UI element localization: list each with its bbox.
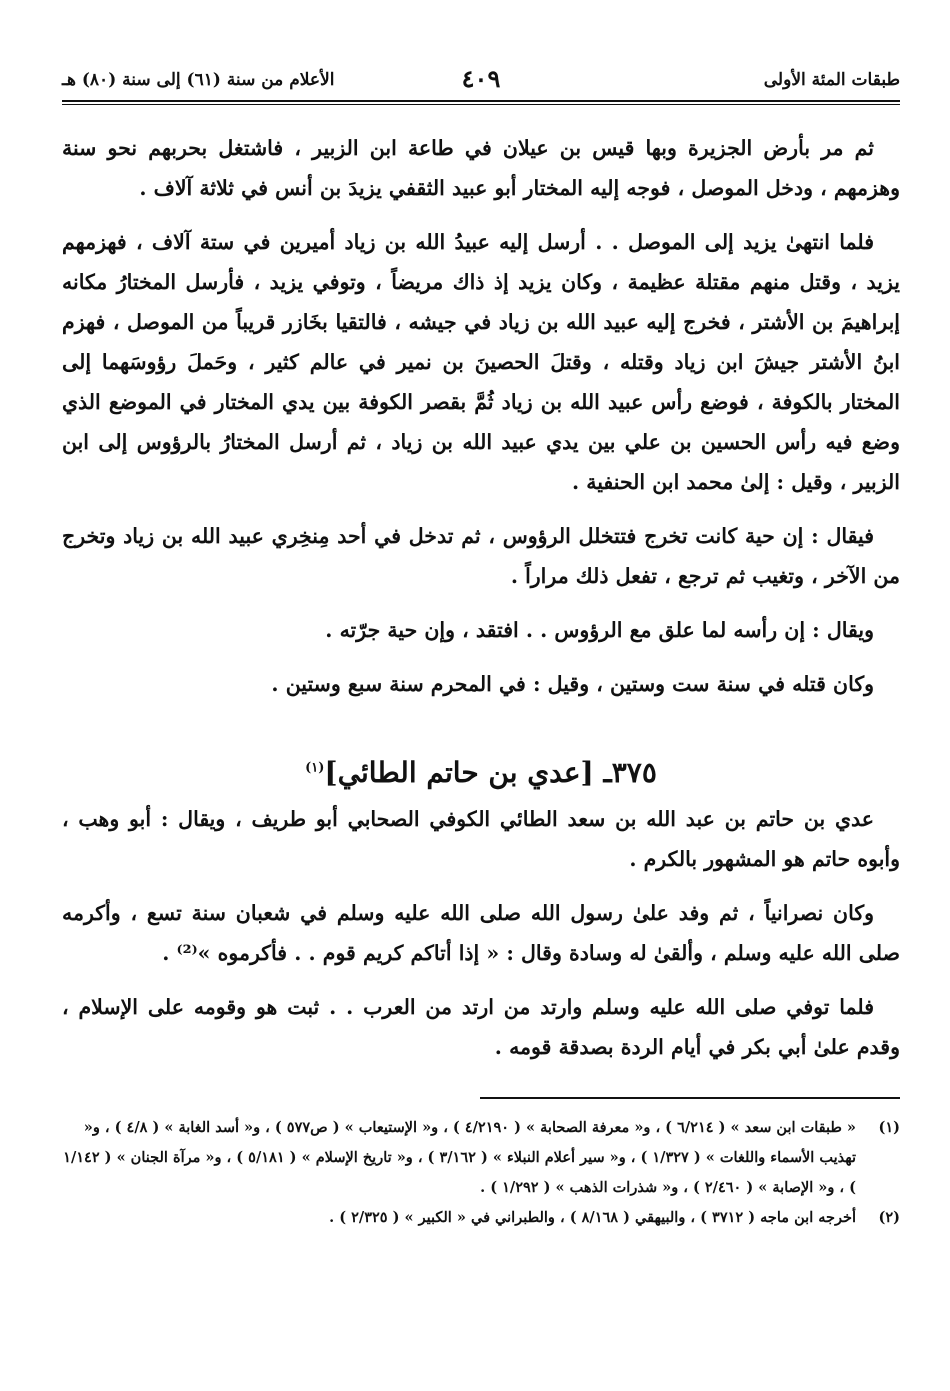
footnote-text: أخرجه ابن ماجه ( ٣٧١٢ ) ، والبيهقي ( ٨/١٦٨ ) ، والطبراني في « الكبير » ( ٢/٣٢٥ ) . [329,1209,856,1226]
footnote-text: « طبقات ابن سعد » ( ٦/٢١٤ ) ، و« معرفة الصحابة » ( ٤/٢١٩٠ ) ، و« الإستيعاب » ( ص٥٧٧ ) ، و« أسد الغابة » ( ٤/٨ ) ، و« تهذيب الأسماء واللغات » ( ١/٣٢٧ ) ، و« سير أعلام النبلاء » ( ٣/١٦٢ ) ، و« تاريخ الإسلام » ( ٥/١٨١ ) ، و« مرآة الجنان » ( ١/١٤٢ ) ، و« الإصابة » ( ٢/٤٦٠ ) ، و« شذرات الذهب » ( ١/٢٩٢ ) . [63,1119,856,1196]
footnote-ref: (١) [305,760,325,776]
paragraph: فيقال : إن حية كانت تخرج فتتخلل الرؤوس ، ثم تدخل في أحد مِنخِري عبيد الله بن زياد وتخرج من الآخر ، وتغيب ثم ترجع ، تفعل ذلك مراراً . [62,524,900,588]
footnote [62,1203,900,1233]
page-body [62,128,900,1233]
paragraph: وكان نصرانياً ، ثم وفد علىٰ رسول الله صلى الله عليه وسلم في شعبان سنة تسع ، وأكرمه صلى الله عليه وسلم ، وألقىٰ له وسادة وقال : « إذا أتاكم كريم قوم . . فأكرموه »⁽²⁾ . [62,901,900,965]
paragraph: ويقال : إن رأسه لما علق مع الرؤوس . . افتقد ، وإن حية جرّته . [325,618,874,642]
footnote [62,1113,900,1203]
header-rule [62,100,900,102]
paragraph: فلما توفي صلى الله عليه وسلم وارتد من ارتد من العرب . . ثبت هو وقومه على الإسلام ، وقدم علىٰ أبي بكر في أيام الردة بصدقة قومه . [62,995,900,1059]
section-title [62,756,900,789]
footnote-number: (٢) [878,1209,900,1226]
book-page [62,60,900,1226]
running-header [62,60,900,98]
paragraph: فلما انتهىٰ يزيد إلى الموصل . . أرسل إليه عبيدُ الله بن زياد أميرين في ستة آلاف ، فهزمهم يزيد ، وقتل منهم مقتلة عظيمة ، وكان يزيد إذ ذاك مريضاً ، وتوفي يزيد ، فأرسل المختارُ مكانه إبراهيمَ بن الأشتر ، فخرج إليه عبيد الله بن زياد في جيشه ، فالتقيا بخَازر قريباً من الموصل ، فهزم ابنُ الأشتر جيشَ ابن زياد وقتله ، وقتلَ الحصينَ بن نمير في عالم كثير ، وحَملَ رؤوسَهما إلى المختار بالكوفة ، فوضع رأس عبيد الله بن زياد ثُمَّ بقصر الكوفة بين يدي المختار في الموضع الذي وضع فيه رأس الحسين بن علي بين يدي عبيد الله بن زياد ، ثم أرسل المختارُ بالرؤوس إلى ابن الزبير ، وقيل : إلىٰ محمد ابن الحنفية . [62,230,900,494]
paragraph: عدي بن حاتم بن عبد الله بن سعد الطائي الكوفي الصحابي أبو طريف ، ويقال : أبو وهب ، وأبوه حاتم هو المشهور بالكرم . [62,807,900,871]
header-chapter-title: الأعلام من سنة (٦١) إلى سنة (٨٠) هـ [62,70,335,90]
footnote-number: (١) [878,1119,900,1136]
header-book-title: طبقات المئة الأولى [763,70,900,90]
paragraph: ثم مر بأرض الجزيرة وبها قيس بن عيلان في طاعة ابن الزبير ، فاشتغل بحربهم نحو سنة وهزمهم ، ودخل الموصل ، فوجه إليه المختار أبو عبيد الثقفي يزيدَ بن أنس في ثلاثة آلاف . [62,136,900,200]
page-number: ٤٠٩ [461,64,501,93]
footnote-rule [480,1097,900,1099]
paragraph: وكان قتله في سنة ست وستين ، وقيل : في المحرم سنة سبع وستين . [271,672,874,696]
header-rule-thin [62,104,900,105]
section-title-text: ٣٧٥ـ [عدي بن حاتم الطائي] [324,756,657,789]
